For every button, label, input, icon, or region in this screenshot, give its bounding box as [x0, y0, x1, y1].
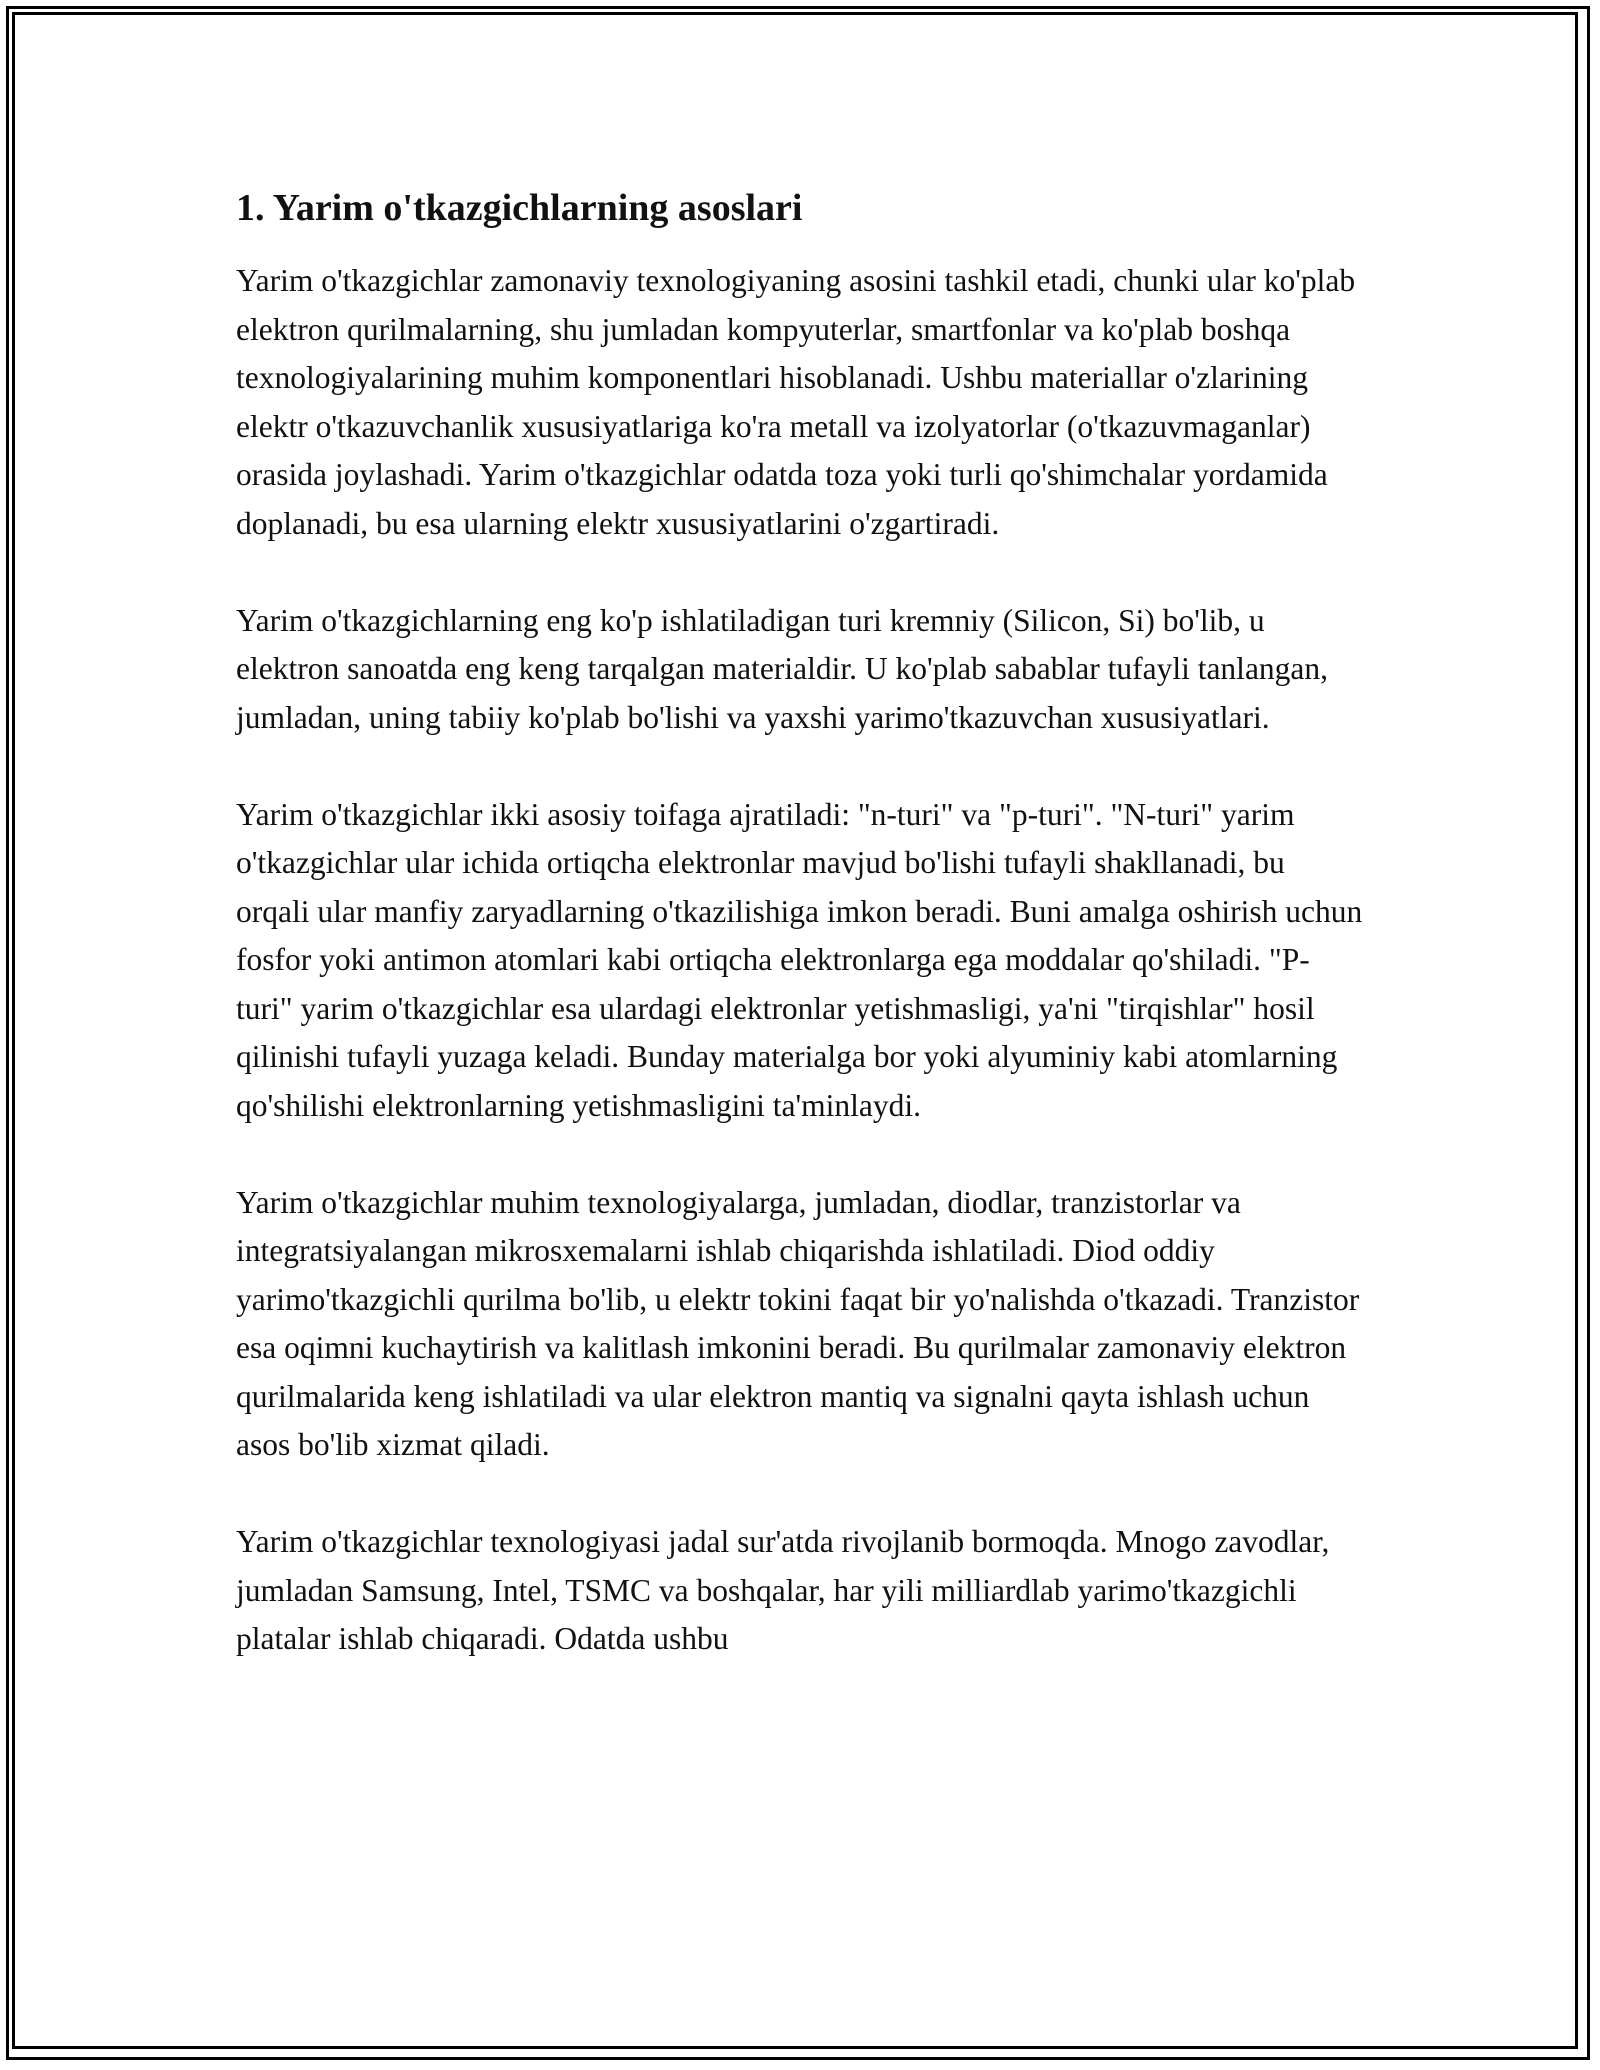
paragraph-devices: Yarim o'tkazgichlar muhim texnologiyalarga, jumladan, diodlar, tranzistorlar va integratsiyalangan mikrosxemalarni ishlab chiqarishda ishlatiladi. Diod oddiy yarimo'tkazgichli qurilma bo'lib, u elektr tokini faqat bir yo'nalishda o'tkazadi. Tranzistor esa oqimni kuchaytirish va kalitlash imkonini beradi. Bu qurilmalar zamonaviy elektron qurilmalarida keng ishlatiladi va ular elektron mantiq va signalni qayta ishlash uchun asos bo'lib xizmat qiladi.	[236, 1184, 1360, 1462]
paragraph-silicon: Yarim o'tkazgichlarning eng ko'p ishlatiladigan turi kremniy (Silicon, Si) bo'lib, u elektron sanoatda eng keng tarqalgan materialdir. U ko'plab sabablar tufayli tanlangan, jumladan, uning tabiiy ko'plab bo'lishi va yaxshi yarimo'tkazuvchan xususiyatlari.	[236, 602, 1329, 735]
paragraph-intro: Yarim o'tkazgichlar zamonaviy texnologiyaning asosini tashkil etadi, chunki ular ko'plab elektron qurilmalarning, shu jumladan kompyuterlar, smartfonlar va ko'plab boshqa texnologiyalarining muhim komponentlari hisoblanadi. Ushbu materiallar o'zlarining elektr o'tkazuvchanlik xususiyatlariga ko'ra metall va izolyatorlar (o'tkazuvmaganlar) orasida joylashadi. Yarim o'tkazgichlar odatda toza yoki turli qo'shimchalar yordamida doplanadi, bu esa ularning elektr xususiyatlarini o'zgartiradi.	[236, 263, 1356, 541]
document-body	[236, 185, 1366, 1712]
paragraph-industry: Yarim o'tkazgichlar texnologiyasi jadal sur'atda rivojlanib bormoqda. Mnogo zavodlar, jumladan Samsung, Intel, TSMC va boshqalar, har yili milliardlab yarimo'tkazgichli platalar ishlab chiqaradi. Odatda ushbu	[236, 1524, 1330, 1656]
section-title: 1. Yarim o'tkazgichlarning asoslari	[236, 187, 803, 229]
paragraph-n-p-types: Yarim o'tkazgichlar ikki asosiy toifaga ajratiladi: "n-turi" va "p-turi". "N-turi" yarim o'tkazgichlar ular ichida ortiqcha elektronlar mavjud bo'lishi tufayli shakllanadi, bu orqali ular manfiy zaryadlarning o'tkazilishiga imkon beradi. Buni amalga oshirish uchun fosfor yoki antimon atomlari kabi ortiqcha elektronlarga ega moddalar qo'shiladi. "P-turi" yarim o'tkazgichlar esa ulardagi elektronlar yetishmasligi, ya'ni "tirqishlar" hosil qilinishi tufayli yuzaga keladi. Bunday materialga bor yoki alyuminiy kabi atomlarning qo'shilishi elektronlarning yetishmasligini ta'minlaydi.	[236, 796, 1363, 1123]
